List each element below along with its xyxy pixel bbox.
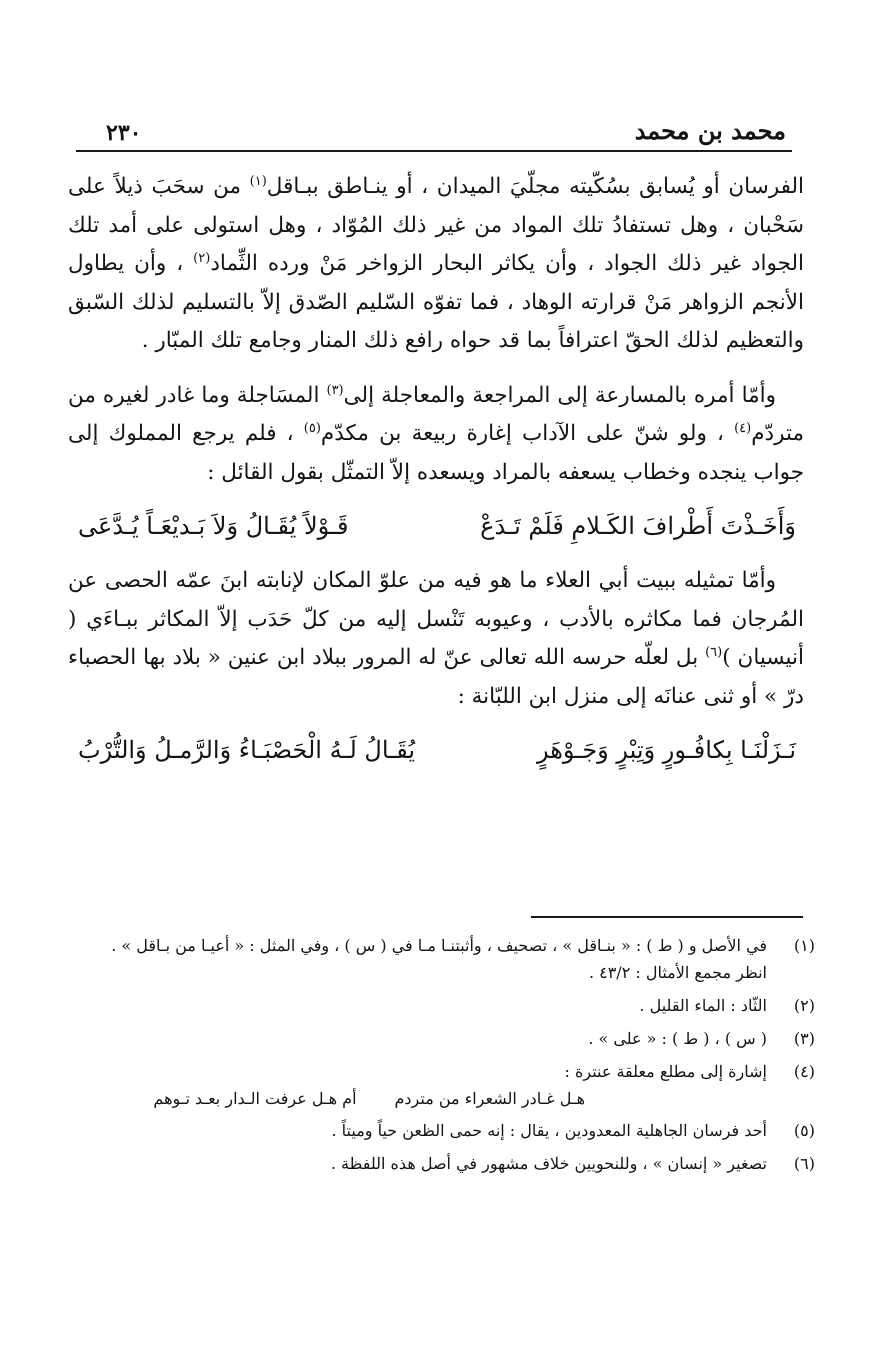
footnote-text	[75, 932, 767, 986]
verse-first-hemistich: وَأَخَـذْتَ أَطْرافَ الكَـلامِ فَلَمْ تَـدَعْ	[480, 512, 796, 540]
verse-second-hemistich: يُقَـالُ لَـهُ الْحَصْبَـاءُ وَالرَّمـلُ وَالتُّرْبُ	[78, 736, 416, 764]
footnote-5	[75, 1117, 815, 1144]
paragraph-3	[68, 562, 804, 716]
footnote-2	[75, 992, 815, 1019]
footnote-4	[75, 1058, 815, 1085]
running-title: محمد بن محمد	[634, 116, 786, 145]
verse-first-hemistich: هـل غـادر الشعراء من متردم	[394, 1089, 585, 1108]
page-header	[76, 112, 792, 152]
paragraph-text: بل لعلّه حرسه الله تعالى عنّ له المرور ببلاد ابن عنين « بلاد بها الحصباء درّ » أو ثنى عنانَه إلى منزل ابن اللبّانة :	[68, 645, 804, 709]
paragraph-text: الفرسان أو يُسابق بسُكّيته مجلّيَ الميدان ، أو ينـاطق ببـاقل	[266, 174, 804, 199]
paragraph-text: من سحَبَ ذيلاً على سَحْبان ، وهل تستفادُ تلك المواد من غير ذلك المُوّاد ، وهل استولى على أمد تلك الجواد غير ذلك الجواد ، وأن يكاثر البحار الزواخر مَنْ ورده الثِّماد	[68, 174, 805, 276]
footnote-marker: (١)	[249, 173, 267, 189]
verse-2	[68, 728, 804, 772]
main-text	[68, 168, 804, 786]
footnote-body: تصغير « إنسان » ، وللنحويين خلاف مشهور في أصل هذه اللفظة .	[330, 1154, 767, 1173]
paragraph-text: وأمّا أمره بالمسارعة إلى المراجعة والمعاجلة إلى	[343, 382, 776, 408]
paragraph-text: ، وأن يطاول الأنجم الزواهر مَنْ قرارته الوهاد ، فما تفوّه السّليم الصّدق إلاّ بالتسليم لذلك السّبق والتعظيم لذلك الحقّ اعترافاً بما قد حواه رافع ذلك المنار وجامع تلك المبّار .	[68, 251, 804, 353]
verse-second-hemistich: قَـوْلاً يُقَـالُ وَلاَ بَـديْعَـاً يُـدَّعَى	[78, 512, 349, 540]
footnote-number: (٢)	[793, 996, 815, 1015]
footnote-body: أحد فرسان الجاهلية المعدودين ، يقال : إنه حمى الظعن حياً وميتاً .	[331, 1121, 767, 1140]
paragraph-text: المسَاجلة وما غادر لغيره من متردّم	[68, 382, 804, 446]
paragraph-text: ، ولو شنّ على الآداب إغارة ربيعة بن مكدّم	[320, 421, 735, 446]
verse-first-hemistich: نَـزَلْنَـا بِكافُـورٍ وَتِبْرٍ وَجَـوْهَرٍ	[537, 736, 796, 764]
footnote-6	[75, 1150, 815, 1177]
verse-1	[68, 504, 804, 548]
paragraph-text: ، فلم يرجع المملوك إلى جواب ينجده وخطاب يسعفه بالمراد ويسعده إلاّ التمثّل بقول القائل :	[68, 421, 804, 485]
footnote-number: (٤)	[793, 1062, 815, 1081]
footnote-number: (٥)	[793, 1121, 815, 1140]
footnote-marker: (٤)	[734, 420, 752, 436]
footnote-verse	[75, 1085, 815, 1113]
footnote-1	[75, 932, 815, 986]
footnote-3	[75, 1025, 815, 1052]
header-rule	[76, 150, 792, 152]
footnote-body: إشارة إلى مطلع معلقة عنترة :	[564, 1062, 767, 1081]
footnote-number: (١)	[793, 936, 815, 955]
paragraph-1	[68, 168, 804, 361]
footnote-body: في الأصل و ( ط ) : « بنـاقل » ، تصحيف ، وأثبتنـا مـا في ( س ) ، وفي المثل : « أعيـا من بـاقل » .	[111, 936, 767, 955]
verse-second-hemistich: أم هـل عرفت الـدار بعـد تـوهم	[153, 1089, 357, 1108]
footnote-body: ( س ) ، ( ط ) : « على » .	[588, 1029, 767, 1048]
page-number: ٢٣٠	[106, 120, 142, 146]
footnotes	[75, 932, 815, 1183]
footnote-reference: انظر مجمع الأمثال : ٤٣/٢ .	[588, 963, 767, 982]
footnote-number: (٣)	[793, 1029, 815, 1048]
footnote-number: (٦)	[793, 1154, 815, 1173]
paragraph-text: وأمّا تمثيله ببيت أبي العلاء ما هو فيه من علوّ المكان لإنابته ابنَ عمّه الحصى عن المُرجان فما مكاثره بالأدب ، وعيوبه تَنْسل إليه من كلّ حَدَب إلاّ المكاثر ببـاءَي ( أنيسيان )	[68, 568, 804, 670]
footnote-marker: (٦)	[705, 644, 723, 660]
footnote-rule	[531, 916, 803, 918]
footnote-marker: (٣)	[326, 382, 344, 398]
footnote-marker: (٢)	[193, 250, 211, 266]
footnote-marker: (٥)	[303, 420, 321, 436]
paragraph-2	[68, 377, 804, 493]
footnote-body: الثّاد : الماء القليل .	[639, 996, 767, 1015]
